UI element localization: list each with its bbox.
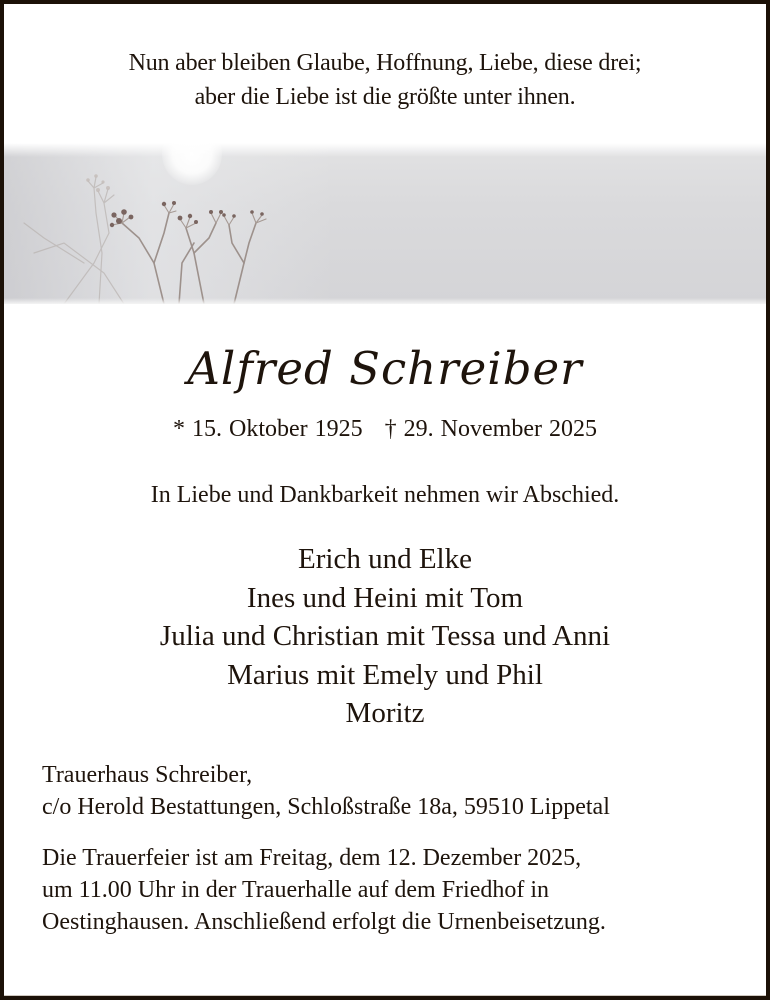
verse-line-1: Nun aber bleiben Glaube, Hoffnung, Liebe, diese drei; [128,50,642,76]
verse-line-2: aber die Liebe ist die größte unter ihnen. [194,84,576,110]
banner-image [4,143,766,304]
mourning-house-address [42,759,610,823]
death-date: † 29. November 2025 [384,416,597,442]
mourner-line: Erich und Elke [298,543,472,575]
address-line-1: Trauerhaus Schreiber, [42,762,253,788]
mourner-line: Moritz [345,697,425,729]
ceremony-line-3: Oestinghausen. Anschließend erfolgt die Urnenbeisetzung. [42,909,606,935]
funeral-service-info [42,842,606,938]
dried-flower-sprig-icon [4,143,334,304]
mourner-line: Marius mit Emely und Phil [227,658,543,691]
deceased-name: Alfred Schreiber [187,342,583,395]
farewell-text: In Liebe und Dankbarkeit nehmen wir Abschied. [150,482,620,508]
banner-fade-bottom [4,298,766,304]
obituary-notice [4,4,766,996]
birth-date: * 15. Oktober 1925 [173,416,363,442]
address-line-2: c/o Herold Bestattungen, Schloßstraße 18a, 59510 Lippetal [42,794,610,820]
mourner-line: Ines und Heini mit Tom [246,581,524,614]
banner-fade-top [4,143,766,157]
life-dates [4,412,766,446]
mourners-list [4,540,766,733]
ceremony-line-1: Die Trauerfeier ist am Freitag, dem 12. Dezember 2025, [42,845,582,871]
bible-verse [4,46,766,114]
mourner-line: Julia und Christian mit Tessa und Anni [159,620,611,652]
ceremony-line-2: um 11.00 Uhr in der Trauerhalle auf dem Friedhof in [42,877,550,903]
